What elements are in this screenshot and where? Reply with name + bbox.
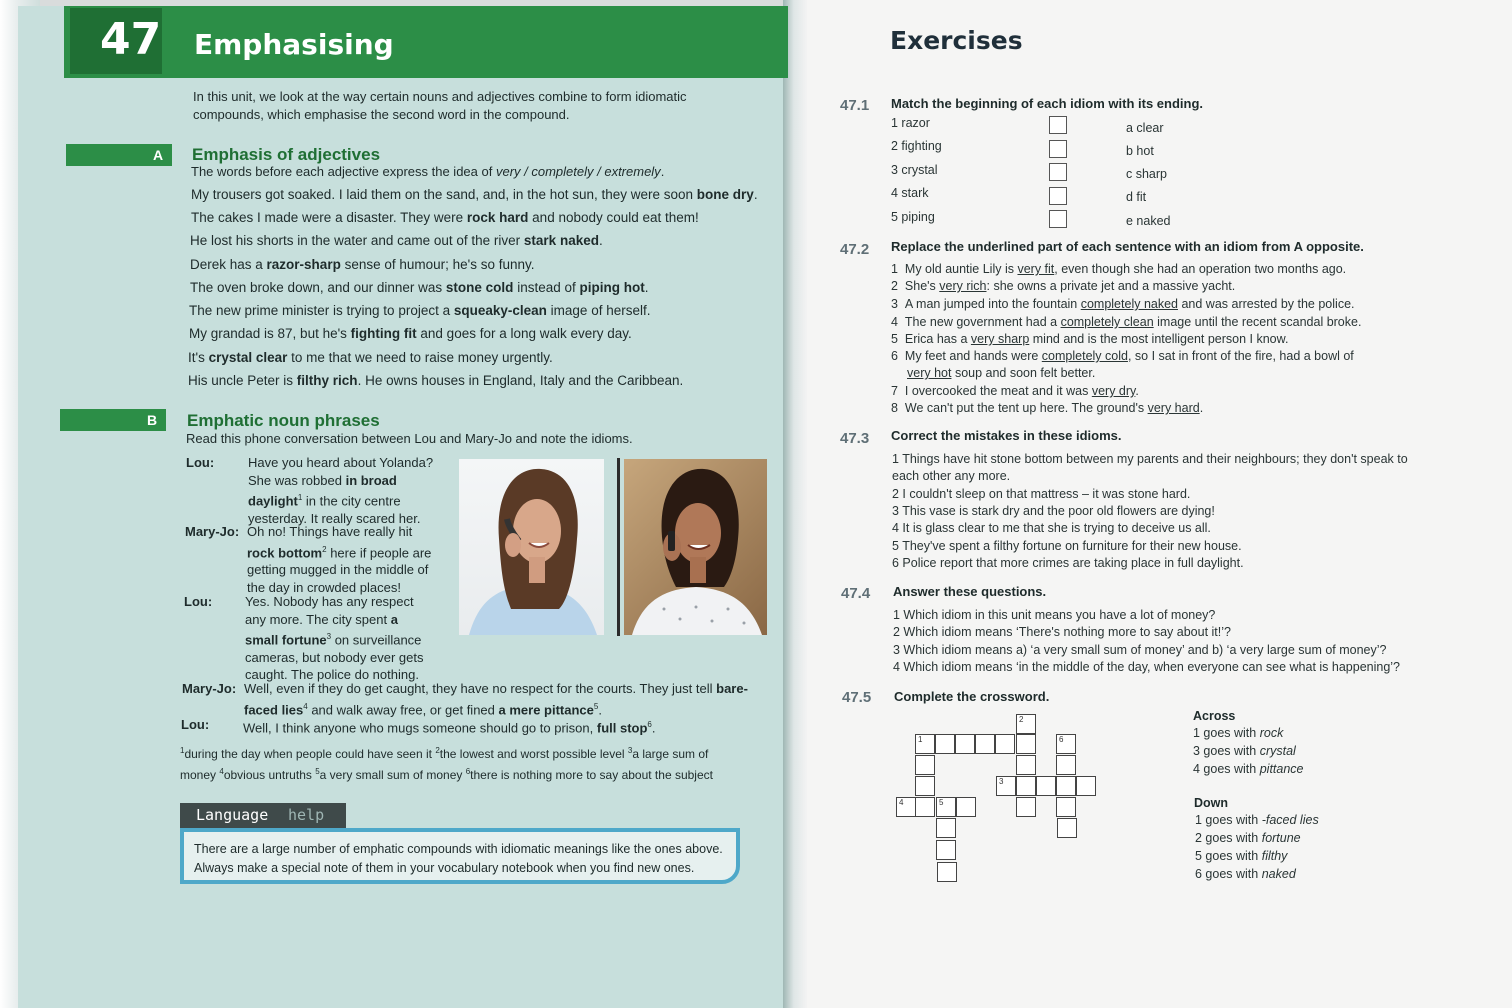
example-sentence: The new prime minister is trying to project a squeaky-clean image of herself. (189, 303, 651, 318)
dialogue-line: Well, even if they do get caught, they have no respect for the courts. They just tell bare- faced lies$^4$ and walk away free, or get fined a mere pittance$^5$. (244, 681, 748, 717)
section-a-heading: Emphasis of adjectives (192, 145, 381, 164)
crossword-cell[interactable] (995, 734, 1015, 754)
clue-across: 3 goes with crystal (1193, 744, 1296, 758)
match-left-item: 4 stark (891, 186, 929, 200)
match-right-item: e naked (1126, 214, 1171, 228)
crossword-cell[interactable]: 4 (896, 797, 916, 817)
exercise-item: 5 They've spent a filthy fortune on furniture for their new house. (892, 539, 1242, 553)
speaker-lou: Lou: (186, 455, 215, 470)
clues-across-heading: Across (1193, 709, 1236, 723)
exercise-item: 1 Which idiom in this unit means you have a lot of money? (893, 608, 1216, 622)
crossword-cell[interactable] (1076, 776, 1096, 796)
crossword-cell[interactable] (975, 734, 995, 754)
unit-banner (64, 6, 788, 78)
exercise-instruction: Answer these questions. (893, 584, 1047, 599)
exercise-item: 5 Erica has a very sharp mind and is the most intelligent person I know. (891, 332, 1289, 346)
exercise-instruction: Replace the underlined part of each sentence with an idiom from A opposite. (891, 239, 1364, 254)
section-a-letter: A (153, 147, 164, 163)
crossword-cell[interactable] (915, 797, 935, 817)
example-sentence: The oven broke down, and our dinner was stone cold instead of piping hot. (190, 280, 649, 295)
crossword-cell[interactable] (1016, 776, 1036, 796)
speaker-maryjo: Mary-Jo: (182, 681, 237, 696)
exercise-item: 4 It is glass clear to me that she is trying to deceive us all. (892, 521, 1211, 535)
answer-checkbox[interactable] (1049, 187, 1067, 205)
match-right-item: c sharp (1126, 167, 1167, 181)
exercise-item: 3 A man jumped into the fountain completely naked and was arrested by the police. (891, 297, 1355, 311)
crossword-cell[interactable]: 6 (1056, 734, 1076, 754)
section-b-heading: Emphatic noun phrases (187, 411, 380, 430)
exercise-item: 3 Which idiom means a) ‘a very small sum of money’ and b) ‘a very large sum of money’? (893, 643, 1387, 657)
example-sentence: He lost his shorts in the water and came out of the river stark naked. (190, 233, 603, 248)
crossword-cell[interactable] (937, 862, 957, 882)
exercise-item: 7 I overcooked the meat and it was very dry. (891, 384, 1139, 398)
match-left-item: 5 piping (891, 210, 935, 224)
clue-across: 4 goes with pittance (1193, 762, 1304, 776)
example-sentence: My trousers got soaked. I laid them on the sand, and, in the hot sun, they were soon bone dry. (191, 187, 758, 202)
speaker-lou: Lou: (181, 717, 210, 732)
dialogue-line: Have you heard about Yolanda? She was robbed in broad daylight$^1$ in the city centre yesterday. It really scared her. (248, 455, 434, 526)
photo-divider (617, 458, 620, 636)
exercise-number: 47.2 (840, 241, 870, 258)
unit-title: Emphasising (194, 28, 394, 61)
example-sentence: Derek has a razor-sharp sense of humour; he's so funny. (190, 257, 535, 272)
phone-woman-photo-1 (459, 459, 604, 635)
answer-checkbox[interactable] (1049, 163, 1067, 181)
language-help-tab (180, 803, 346, 829)
exercise-instruction: Complete the crossword. (894, 689, 1050, 704)
exercise-number: 47.5 (842, 689, 872, 706)
intro-end: . (660, 164, 665, 179)
exercise-instruction: Correct the mistakes in these idioms. (891, 428, 1122, 443)
crossword-cell[interactable] (935, 734, 955, 754)
speaker-maryjo: Mary-Jo: (185, 524, 240, 539)
section-b-letter: B (147, 412, 158, 428)
exercise-item: 4 Which idiom means ‘in the middle of the day, when everyone can see what is happening’? (893, 660, 1401, 674)
book-spine (783, 0, 807, 1008)
clue-across: 1 goes with rock (1193, 726, 1284, 740)
exercise-item: 4 The new government had a completely clean image until the recent scandal broke. (891, 315, 1362, 329)
crossword-cell[interactable]: 3 (996, 776, 1016, 796)
answer-checkbox[interactable] (1049, 140, 1067, 158)
match-left-item: 2 fighting (891, 139, 942, 153)
crossword-cell[interactable] (1056, 797, 1076, 817)
exercise-item: 2 I couldn't sleep on that mattress – it was stone hard. (892, 487, 1191, 501)
match-right-item: b hot (1126, 144, 1154, 158)
clue-down: 6 goes with naked (1195, 867, 1296, 881)
phone-woman-photo-2 (624, 459, 767, 635)
crossword-cell[interactable] (1016, 755, 1036, 775)
crossword-cell[interactable] (1036, 776, 1056, 796)
answer-checkbox[interactable] (1049, 210, 1067, 228)
exercise-instruction: Match the beginning of each idiom with its ending. (891, 96, 1203, 111)
match-right-item: a clear (1126, 121, 1164, 135)
clue-down: 1 goes with -faced lies (1195, 813, 1319, 827)
exercise-number: 47.1 (840, 97, 870, 114)
clues-down-heading: Down (1194, 796, 1229, 810)
section-b-intro: Read this phone conversation between Lou and Mary-Jo and note the idioms. (186, 431, 633, 446)
clue-down: 2 goes with fortune (1195, 831, 1301, 845)
match-right-item: d fit (1126, 190, 1147, 204)
exercise-item: 3 This vase is stark dry and the poor old flowers are dying! (892, 504, 1215, 518)
exercise-item: 2 She's very rich: she owns a private jet and a massive yacht. (891, 279, 1236, 293)
section-a-intro (191, 164, 664, 179)
exercises-title: Exercises (890, 26, 1023, 55)
crossword-cell[interactable] (1056, 776, 1076, 796)
intro-italic: very / completely / extremely (495, 164, 661, 179)
crossword-cell[interactable] (915, 755, 935, 775)
crossword-cell[interactable] (956, 797, 976, 817)
unit-intro: In this unit, we look at the way certain nouns and adjectives combine to form idiomatic compounds, which emphasise the second word in the compound. (193, 89, 687, 122)
dialogue-line: Yes. Nobody has any respect any more. The city spent a small fortune$^3$ on surveillance cameras, but nobody ever gets caught. The police do nothing. (245, 594, 424, 683)
match-left-item: 3 crystal (891, 163, 938, 177)
crossword-cell[interactable] (1057, 818, 1077, 838)
language-help-word1: Language (196, 806, 269, 824)
crossword-cell[interactable] (936, 840, 956, 860)
crossword-cell[interactable] (1056, 755, 1076, 775)
crossword-cell[interactable] (1016, 734, 1036, 754)
example-sentence: The cakes I made were a disaster. They were rock hard and nobody could eat them! (191, 210, 699, 225)
exercise-item: 6 Police report that more crimes are taking place in full daylight. (892, 556, 1244, 570)
crossword-cell[interactable]: 5 (936, 797, 956, 817)
exercise-item: each other any more. (892, 469, 1011, 483)
example-sentence: His uncle Peter is filthy rich. He owns houses in England, Italy and the Caribbean. (188, 373, 684, 388)
crossword-cell[interactable] (1016, 797, 1036, 817)
exercise-number: 47.3 (840, 430, 870, 447)
crossword-cell[interactable]: 1 (915, 734, 935, 754)
example-sentence: It's crystal clear to me that we need to raise money urgently. (188, 350, 553, 365)
language-help-word2: help (288, 806, 325, 824)
crossword-cell[interactable] (915, 776, 935, 796)
dialogue-line: Oh no! Things have really hit rock bottom$^2$ here if people are getting mugged in the middle of the day in crowded places! (247, 524, 432, 595)
speaker-lou: Lou: (184, 594, 213, 609)
unit-number: 47 (100, 14, 162, 65)
exercise-number: 47.4 (841, 585, 871, 602)
match-left-item: 1 razor (891, 116, 930, 130)
footnotes: $^1$during the day when people could have seen it $^2$the lowest and worst possible level $^3$a large sum of money $^4$obvious untruths $^5$a very small sum of money $^6$there is nothing more to say about the subject (180, 746, 713, 782)
answer-checkbox[interactable] (1049, 116, 1067, 134)
exercise-item: 2 Which idiom means ‘There's nothing more to say about it!’? (893, 625, 1231, 639)
exercise-item: very hot soup and soon felt better. (907, 366, 1096, 380)
example-sentence: My grandad is 87, but he's fighting fit and goes for a long walk every day. (189, 326, 632, 341)
crossword-cell[interactable]: 2 (1016, 714, 1036, 734)
exercise-item: 6 My feet and hands were completely cold, so I sat in front of the fire, had a bowl of (891, 349, 1354, 363)
intro-text: The words before each adjective express the idea of (191, 164, 496, 179)
ghost-print-through (1160, 40, 1480, 80)
crossword-cell[interactable] (955, 734, 975, 754)
exercise-item: 1 Things have hit stone bottom between my parents and their neighbours; they don't speak to (892, 452, 1408, 466)
exercise-item: 8 We can't put the tent up here. The ground's very hard. (891, 401, 1204, 415)
crossword-cell[interactable] (936, 818, 956, 838)
language-help-box: There are a large number of emphatic compounds with idiomatic meanings like the ones above. Always make a special note of them in your vocabulary notebook when you find new ones. (180, 828, 740, 884)
clue-down: 5 goes with filthy (1195, 849, 1288, 863)
dialogue-line: Well, I think anyone who mugs someone should go to prison, full stop$^6$. (243, 720, 656, 736)
exercise-item: 1 My old auntie Lily is very fit, even though she had an operation two months ago. (891, 262, 1347, 276)
